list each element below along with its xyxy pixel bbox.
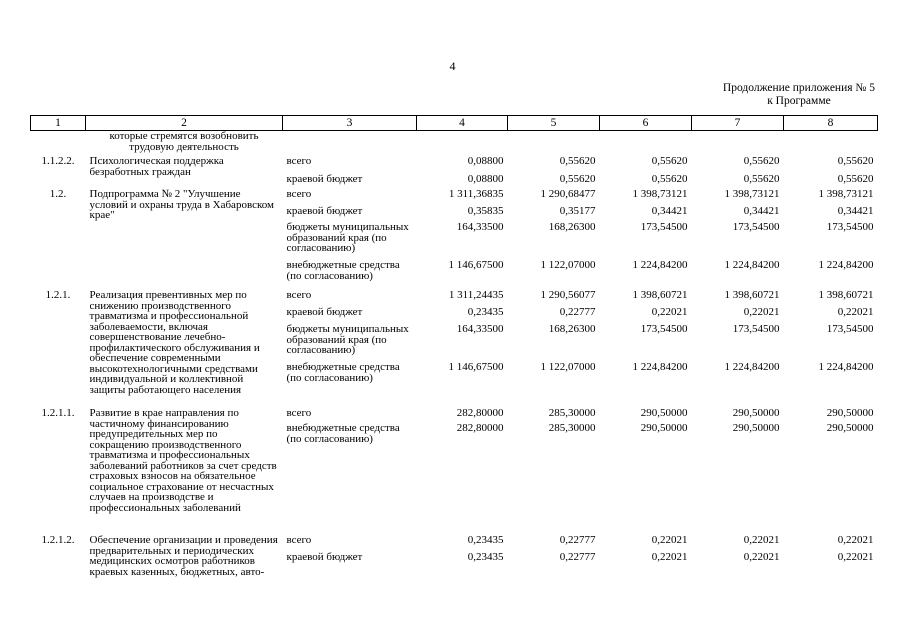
amount-cell [692,189,784,288]
amount-value: 1 146,67500 [448,259,504,271]
amount-value: 290,50000 [732,422,780,434]
amount-value: 0,22021 [837,534,874,546]
funding-source: всего [286,155,312,167]
funding-source: внебюджетные средства (по согласованию) [286,259,400,282]
amount-cell [784,533,878,597]
amount-value: 0,55620 [743,173,780,185]
amount-value: 1 224,84200 [818,361,874,373]
row-name: Психологическая поддержка безработных граждан [89,155,224,178]
funding-source: всего [286,289,312,301]
amount-value: 0,55620 [559,155,596,167]
funding-source: всего [286,407,312,419]
amount-value: 290,50000 [640,407,688,419]
amount-value: 0,34421 [837,205,874,217]
row-code [31,131,86,155]
amount-value: 1 398,73121 [632,188,688,200]
amount-value: 1 122,07000 [540,361,596,373]
funding-source: краевой бюджет [286,306,363,318]
amount-cell [417,131,508,155]
amount-value: 164,33500 [456,323,504,335]
row-code: 1.2.1.2. [41,534,75,546]
amount-cell [417,288,508,406]
amount-value: 0,08800 [467,173,504,185]
amount-cell [417,189,508,288]
amount-cell [784,154,878,189]
amount-value: 0,34421 [743,205,780,217]
amount-value: 1 224,84200 [632,259,688,271]
amount-cell [692,131,784,155]
amount-cell [784,131,878,155]
appendix-line-2: к Программе [767,95,831,107]
amount-value: 0,35835 [467,205,504,217]
amount-value: 0,22021 [651,306,688,318]
amount-value: 1 224,84200 [724,361,780,373]
table-row [31,154,878,189]
amount-cell [600,131,692,155]
funding-source-cell [283,533,417,597]
amount-value: 173,54500 [732,323,780,335]
amount-value: 0,55620 [651,173,688,185]
amount-value: 164,33500 [456,221,504,233]
amount-value: 0,22021 [837,551,874,563]
amount-cell [784,288,878,406]
amount-value: 173,54500 [732,221,780,233]
funding-source: внебюджетные средства (по согласованию) [286,422,400,445]
amount-value: 1 398,73121 [818,188,874,200]
column-header: 5 [508,116,600,131]
table-row [31,533,878,597]
table-row [31,189,878,288]
amount-value: 0,22021 [743,534,780,546]
column-header: 8 [784,116,878,131]
amount-value: 1 224,84200 [724,259,780,271]
amount-value: 0,34421 [651,205,688,217]
column-header: 2 [86,116,283,131]
amount-value: 168,26300 [548,323,596,335]
amount-value: 173,54500 [640,221,688,233]
amount-cell [784,406,878,533]
amount-value: 0,55620 [559,173,596,185]
row-code: 1.2.1. [45,289,71,301]
amount-value: 168,26300 [548,221,596,233]
appendix-note [723,82,875,108]
amount-value: 282,80000 [456,422,504,434]
funding-source: бюджеты муниципальных образований края (по согласованию) [286,323,409,356]
amount-value: 290,50000 [826,422,874,434]
row-name: Развитие в крае направления по частичному финансированию предупредительных мер по сокращению производственного травматизма и профессиональных заболеваний работников за счет средств страховых взносов на обязательное социальное страхование от несчастных случаев на производстве и профессиональных заболеваний [89,407,277,514]
amount-value: 0,22021 [743,551,780,563]
amount-value: 285,30000 [548,407,596,419]
amount-value: 282,80000 [456,407,504,419]
row-code: 1.1.2.2. [41,155,75,167]
amount-value: 1 398,60721 [632,289,688,301]
amount-value: 1 146,67500 [448,361,504,373]
amount-value: 0,55620 [837,155,874,167]
table-row [31,288,878,406]
amount-value: 0,55620 [837,173,874,185]
amount-value: 0,22021 [651,534,688,546]
amount-value: 0,55620 [651,155,688,167]
amount-cell [600,189,692,288]
amount-cell [784,189,878,288]
row-name: Реализация превентивных мер по снижению производственного травматизма и профессиональной заболеваемости, включая совершенствование лечебно-профилактического обслуживания и обеспечение современными высокотехнологичными средствами индивидуальной и коллективной защиты работающего населения [89,289,260,396]
funding-source: внебюджетные средства (по согласованию) [286,361,400,384]
amount-value: 173,54500 [640,323,688,335]
amount-value: 290,50000 [826,407,874,419]
amount-cell [508,131,600,155]
amount-value: 0,22021 [651,551,688,563]
amount-value: 290,50000 [640,422,688,434]
amount-value: 1 398,60721 [818,289,874,301]
amount-value: 1 311,36835 [448,188,504,200]
amount-cell [508,189,600,288]
amount-value: 1 224,84200 [818,259,874,271]
appendix-line-1: Продолжение приложения № 5 [722,82,875,94]
column-header: 7 [692,116,784,131]
amount-cell [692,533,784,597]
amount-value: 0,35177 [559,205,596,217]
amount-value: 1 290,56077 [540,289,596,301]
amount-value: 285,30000 [548,422,596,434]
column-header: 1 [31,116,86,131]
amount-value: 0,22021 [837,306,874,318]
amount-value: 1 122,07000 [540,259,596,271]
amount-value: 0,23435 [467,534,504,546]
amount-cell [600,533,692,597]
column-number-row [31,116,878,131]
amount-value: 0,08800 [467,155,504,167]
funding-source: всего [286,534,312,546]
amount-cell [600,288,692,406]
amount-value: 1 224,84200 [632,361,688,373]
funding-source-cell [283,288,417,406]
program-funding-table [30,115,878,597]
funding-source-cell [283,154,417,189]
amount-value: 0,55620 [743,155,780,167]
funding-source: бюджеты муниципальных образований края (по согласованию) [286,221,409,254]
amount-value: 1 290,68477 [540,188,596,200]
amount-cell [692,288,784,406]
amount-value: 0,23435 [467,306,504,318]
funding-source: краевой бюджет [286,173,363,185]
row-name: которые стремятся возобновить трудовую деятельность [109,130,259,153]
amount-value: 173,54500 [826,221,874,233]
amount-cell [508,406,600,533]
amount-value: 1 311,24435 [448,289,504,301]
column-header: 3 [283,116,417,131]
amount-value: 0,22021 [743,306,780,318]
amount-cell [417,533,508,597]
amount-cell [417,406,508,533]
column-header: 4 [417,116,508,131]
amount-cell [508,533,600,597]
amount-cell [600,154,692,189]
row-name: Обеспечение организации и проведения предварительных и периодических медицинских осмотров работников краевых казенных, бюджетных, авто- [89,534,278,578]
amount-cell [508,288,600,406]
amount-cell [692,154,784,189]
row-code: 1.2. [49,188,67,200]
funding-source-cell [283,406,417,533]
row-code: 1.2.1.1. [41,407,75,419]
amount-cell [508,154,600,189]
table-body [31,131,878,598]
row-name: Подпрограмма № 2 "Улучшение условий и охраны труда в Хабаровском крае" [89,188,274,221]
page-number: 4 [449,59,456,73]
funding-source: краевой бюджет [286,205,363,217]
funding-source: всего [286,188,312,200]
funding-source-cell [283,189,417,288]
amount-cell [692,406,784,533]
amount-value: 1 398,73121 [724,188,780,200]
table-row [31,406,878,533]
amount-value: 0,22777 [559,534,596,546]
column-header: 6 [600,116,692,131]
funding-source-cell [283,131,417,155]
funding-source: краевой бюджет [286,551,363,563]
amount-value: 0,22777 [559,551,596,563]
amount-cell [600,406,692,533]
amount-value: 290,50000 [732,407,780,419]
amount-cell [417,154,508,189]
amount-value: 0,23435 [467,551,504,563]
table-row [31,131,878,155]
amount-value: 1 398,60721 [724,289,780,301]
amount-value: 0,22777 [559,306,596,318]
amount-value: 173,54500 [826,323,874,335]
